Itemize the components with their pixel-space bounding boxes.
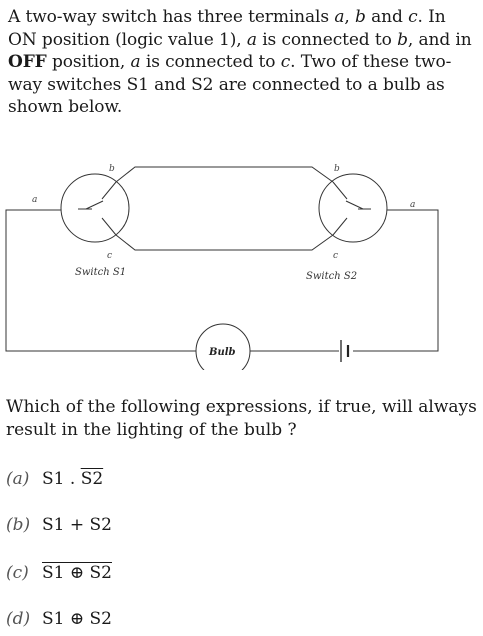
option-a-expression-overlined: S2	[80, 469, 104, 489]
option-a-label: (a)	[6, 469, 30, 489]
s1-terminal-b-label: b	[109, 164, 115, 174]
off-keyword: OFF	[8, 52, 47, 72]
problem-text: ,	[344, 7, 355, 27]
s2-terminal-b-label: b	[334, 164, 340, 174]
switch-s1-terminal-b-wire	[102, 182, 116, 199]
option-b-expression: S1 + S2	[42, 515, 112, 535]
switch-s2-body	[319, 174, 387, 242]
switch-s1-caption: Switch S1	[75, 267, 127, 278]
option-a[interactable]	[6, 468, 103, 490]
problem-text: and	[365, 7, 409, 27]
problem-text: is connected to	[256, 29, 398, 50]
switch-s1-body	[61, 174, 129, 242]
terminal-symbol: a	[334, 7, 345, 27]
terminal-symbol: b	[354, 7, 366, 27]
problem-text: . In ON position (logic value 1),	[8, 7, 446, 50]
switch-s2-lever	[346, 201, 363, 209]
option-a-expression-part: S1 .	[42, 469, 81, 489]
switch-s2-terminal-c-wire	[333, 218, 347, 235]
circuit-diagram	[0, 155, 483, 370]
problem-text: A two-way switch has three terminals	[8, 7, 335, 27]
option-b-label: (b)	[6, 515, 31, 535]
s1-terminal-c-label: c	[107, 251, 113, 261]
option-c[interactable]	[6, 562, 112, 584]
terminal-symbol: a	[246, 29, 257, 50]
option-b[interactable]	[6, 514, 112, 536]
wire-right-loop	[353, 210, 438, 351]
option-d[interactable]	[6, 608, 112, 630]
option-a-expression	[42, 468, 103, 490]
option-d-expression: S1 ⊕ S2	[42, 609, 112, 629]
s1-terminal-a-label: a	[32, 195, 38, 205]
terminal-symbol: a	[130, 52, 141, 72]
terminal-symbol: c	[280, 52, 291, 72]
terminal-symbol: b	[397, 29, 408, 50]
bulb-label: Bulb	[209, 347, 236, 358]
option-c-label: (c)	[6, 563, 29, 583]
question-text: Which of the following expressions, if true, will always result in the lighting of the bulb ?	[6, 397, 477, 440]
problem-statement	[8, 6, 478, 119]
option-c-expression: S1 ⊕ S2	[42, 563, 112, 583]
problem-text: . Two of these two-way switches S1 and S2 are connected to a bulb as shown below.	[8, 52, 452, 117]
switch-s1-lever	[86, 201, 103, 209]
switch-s2-caption: Switch S2	[306, 271, 358, 282]
wire-c-to-c	[116, 235, 333, 250]
terminal-symbol: c	[408, 7, 418, 27]
s2-terminal-c-label: c	[333, 251, 339, 261]
problem-text: is connected to	[140, 52, 281, 72]
wire-left-loop	[6, 210, 196, 351]
wire-b-to-b	[116, 167, 333, 182]
option-d-label: (d)	[6, 609, 31, 629]
problem-text: position,	[46, 52, 131, 72]
battery-icon	[341, 340, 348, 362]
problem-text: , and in	[407, 29, 472, 50]
switch-s1-terminal-c-wire	[102, 218, 116, 235]
switch-s2-terminal-b-wire	[333, 182, 347, 199]
s2-terminal-a-label: a	[410, 200, 416, 210]
